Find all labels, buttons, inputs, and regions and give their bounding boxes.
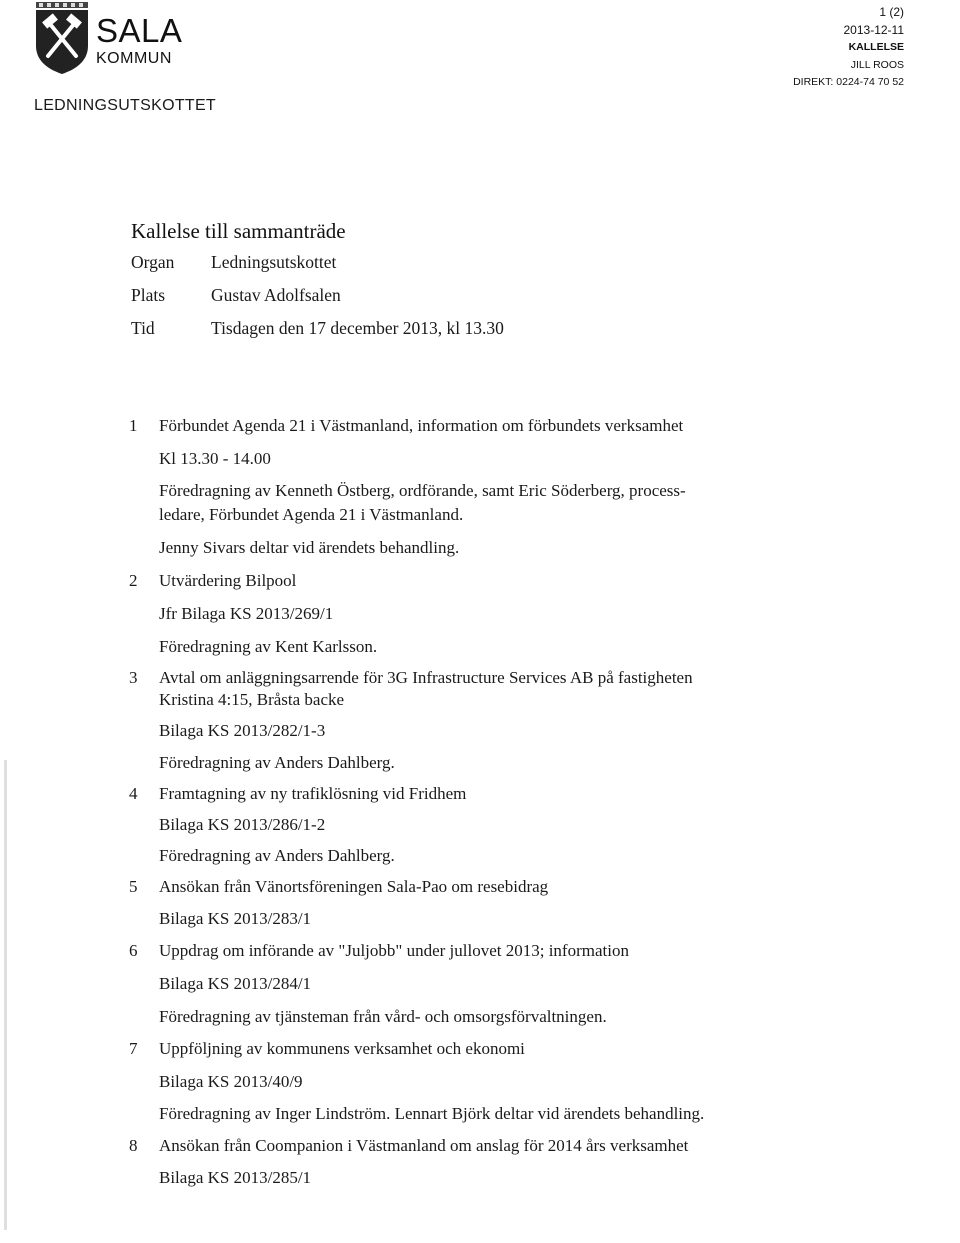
agenda-item-note: Föredragning av Kenneth Östberg, ordförande, samt Eric Söderberg, process-: [159, 481, 686, 500]
meeting-title: Kallelse till sammanträde: [131, 219, 346, 243]
agenda-item-title: Uppföljning av kommunens verksamhet och ekonomi: [159, 1039, 525, 1058]
info-value: Ledningsutskottet: [211, 252, 337, 272]
municipality-name: [96, 14, 182, 68]
municipality-crest-logo: [34, 2, 90, 74]
agenda-item-note: Föredragning av Inger Lindström. Lennart Björk deltar vid ärendets behandling.: [159, 1104, 705, 1123]
agenda-item-title: Framtagning av ny trafiklösning vid Fridhem: [159, 784, 467, 803]
agenda-item-attachment: Bilaga KS 2013/282/1-3: [159, 721, 326, 740]
agenda-item-number: 5: [129, 877, 138, 896]
agenda-item-attachment: Bilaga KS 2013/284/1: [159, 974, 312, 993]
agenda-item-attachment: Bilaga KS 2013/283/1: [159, 909, 312, 928]
agenda-item-number: 3: [129, 668, 138, 687]
scan-artifact: [4, 760, 7, 1230]
agenda-item-title: Kristina 4:15, Bråsta backe: [159, 690, 345, 709]
agenda-item-attachment: Bilaga KS 2013/285/1: [159, 1168, 312, 1187]
agenda-item-attachment: Jfr Bilaga KS 2013/269/1: [159, 604, 334, 623]
page-number: 1 (2): [879, 5, 904, 19]
info-label: Organ: [131, 252, 175, 272]
direct-phone: DIREKT: 0224-74 70 52: [793, 76, 904, 88]
agenda-item-attachment: Bilaga KS 2013/40/9: [159, 1072, 303, 1091]
logo-kommun-text: KOMMUN: [96, 50, 172, 67]
agenda-item-attachment: Bilaga KS 2013/286/1-2: [159, 815, 326, 834]
info-value: Tisdagen den 17 december 2013, kl 13.30: [211, 318, 504, 338]
agenda-item-note: Föredragning av Kent Karlsson.: [159, 637, 378, 656]
agenda-item-note: Föredragning av Anders Dahlberg.: [159, 753, 395, 772]
agenda-item-title: Ansökan från Coompanion i Västmanland om anslag för 2014 års verksamhet: [159, 1136, 689, 1155]
agenda-item-number: 2: [129, 571, 138, 590]
agenda-item-title: Avtal om anläggningsarrende för 3G Infrastructure Services AB på fastigheten: [159, 668, 693, 687]
agenda-item-note: Jenny Sivars deltar vid ärendets behandling.: [159, 538, 460, 557]
agenda-item-number: 8: [129, 1136, 138, 1155]
logo-sala-text: SALA: [96, 12, 183, 49]
info-label: Plats: [131, 285, 166, 305]
agenda-item-number: 1: [129, 416, 138, 435]
agenda-item-number: 7: [129, 1039, 138, 1058]
document-meta: [793, 4, 904, 92]
agenda-item-title: Förbundet Agenda 21 i Västmanland, information om förbundets verksamhet: [159, 416, 684, 435]
author-name: JILL ROOS: [850, 58, 904, 71]
document-date: 2013-12-11: [843, 22, 904, 37]
agenda-item-note: Föredragning av Anders Dahlberg.: [159, 846, 395, 865]
department-name: LEDNINGSUTSKOTTET: [34, 97, 217, 114]
agenda-item-number: 6: [129, 941, 138, 960]
agenda-item-time: Kl 13.30 - 14.00: [159, 449, 271, 468]
info-label: Tid: [131, 318, 155, 338]
info-value: Gustav Adolfsalen: [211, 285, 341, 305]
document-type: KALLELSE: [848, 41, 904, 53]
agenda-item-title: Uppdrag om införande av "Juljobb" under jullovet 2013; information: [159, 941, 629, 960]
agenda-item-title: Ansökan från Vänortsföreningen Sala-Pao om resebidrag: [159, 877, 549, 896]
agenda-item-note: Föredragning av tjänsteman från vård- och omsorgsförvaltningen.: [159, 1007, 607, 1026]
agenda-item-number: 4: [129, 784, 138, 803]
agenda-item-title: Utvärdering Bilpool: [159, 571, 297, 590]
agenda-item-note: ledare, Förbundet Agenda 21 i Västmanland.: [159, 505, 464, 524]
